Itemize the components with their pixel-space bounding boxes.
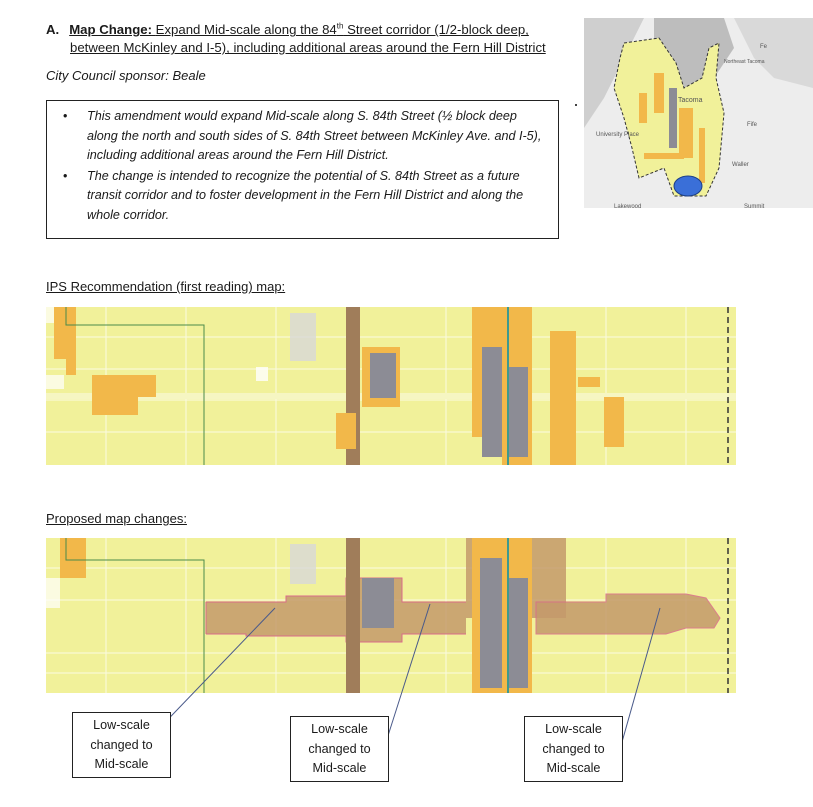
callout-line: Mid-scale <box>94 757 149 771</box>
callout-box-3 <box>524 716 623 782</box>
locator-label-summit: Summit <box>744 204 765 208</box>
callout-line: Mid-scale <box>312 761 367 775</box>
heading-line2: between McKinley and I-5), including additional areas around the Fern Hill District <box>70 40 546 56</box>
ips-section-title: IPS Recommendation (first reading) map: <box>46 279 286 294</box>
bullet-text: The change is intended to recognize the potential of S. 84th Street as a future transit corridor and to foster development in the Fern Hill District and along the whole corridor. <box>87 168 524 222</box>
locator-label-university-place: University Place <box>596 132 640 138</box>
callout-box-2 <box>290 716 389 782</box>
callout-line: Low-scale <box>545 722 602 736</box>
sponsor-line: City Council sponsor: Beale <box>46 68 206 83</box>
heading-sup: th <box>336 22 344 31</box>
bullet-marker: • <box>63 168 68 183</box>
bullet-text: This amendment would expand Mid-scale along S. 84th Street (½ block deep along the north and south sides of S. 84th Street between McKinley Ave. and I-5), including additional areas around the Fern Hill District. <box>87 109 542 162</box>
locator-label-northeast-tacoma: Northeast Tacoma <box>724 59 765 65</box>
locator-label-lakewood: Lakewood <box>614 204 642 208</box>
locator-label-waller: Waller <box>732 162 749 168</box>
callout-line: changed to <box>542 741 605 756</box>
callout-line: changed to <box>90 737 153 752</box>
heading-line1: Expand Mid-scale along the 84 <box>155 22 337 38</box>
proposed-section-title: Proposed map changes: <box>46 511 187 526</box>
locator-label-fe: Fe <box>760 44 768 50</box>
locator-label-tacoma: Tacoma <box>678 97 703 104</box>
leader-line-2 <box>386 604 430 742</box>
callout-line: Low-scale <box>93 718 150 732</box>
callout-line: Mid-scale <box>546 761 601 775</box>
callout-line: Low-scale <box>311 722 368 736</box>
locator-label-fife: Fife <box>747 122 758 128</box>
callout-box-1 <box>72 712 171 778</box>
heading-letter: A. <box>46 22 60 38</box>
bullet-marker: • <box>63 109 68 123</box>
leader-line-3 <box>622 608 660 742</box>
heading-label: Map Change: <box>69 22 152 38</box>
heading-line1-end: Street corridor (1/2-block deep, <box>343 22 529 38</box>
callout-line: changed to <box>308 741 371 756</box>
